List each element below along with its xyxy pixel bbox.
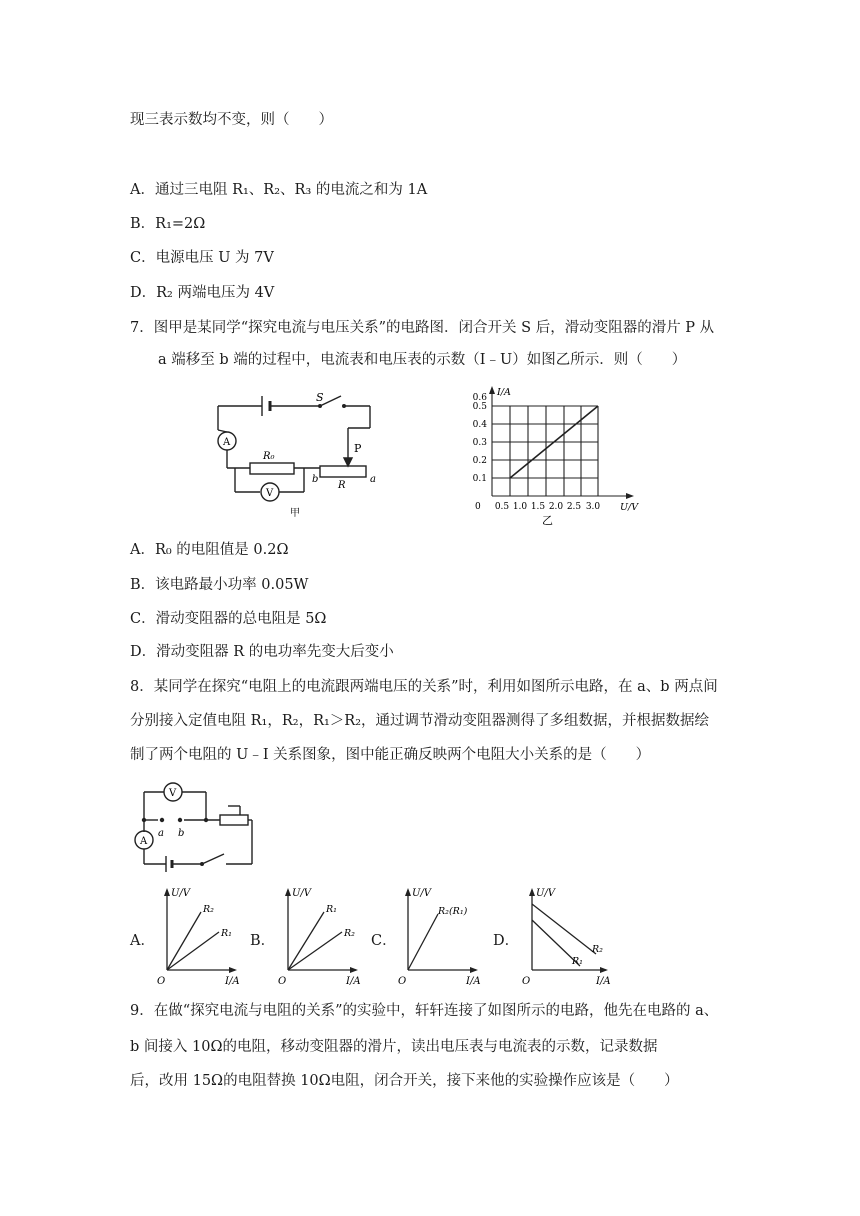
- q6-option-c: C．电源电压 U 为 7V: [130, 250, 274, 266]
- q7-xtick: 1.0: [512, 502, 528, 512]
- q8-graph-d-xlabel: I/A: [596, 976, 611, 987]
- q7-b-label: b: [312, 474, 319, 485]
- q7-xtick: 2.5: [566, 502, 582, 512]
- q9-stem-line3: 后，改用 15Ω的电阻替换 10Ω电阻，闭合开关，接下来他的实验操作应该是（ ）: [130, 1073, 679, 1089]
- q8-graph-c-line-label: R₂(R₁): [438, 906, 468, 917]
- q8-option-b-letter: B．: [250, 933, 276, 949]
- q8-graph-d-ylabel: U/V: [536, 888, 556, 899]
- q7-ytick: 0.3: [472, 438, 487, 448]
- q7-iu-graph: [462, 386, 652, 528]
- q8-graph-a-line1-label: R₂: [203, 904, 214, 915]
- q7-voltmeter-letter: V: [266, 488, 274, 499]
- q7-circuit-caption: 甲: [290, 508, 300, 519]
- q7-xtick: 2.0: [548, 502, 564, 512]
- q8-voltmeter-letter: V: [169, 788, 177, 799]
- q7-graph-caption: 乙: [542, 514, 553, 527]
- q8-b-label: b: [178, 828, 185, 839]
- q7-ytick: 0.1: [472, 474, 487, 484]
- q8-graph-c-origin: O: [398, 976, 407, 987]
- q7-graph-ylabel: I/A: [497, 387, 511, 398]
- q7-xtick: 1.5: [530, 502, 546, 512]
- q8-graph-a-origin: O: [157, 976, 166, 987]
- q7-ytick: 0.4: [472, 420, 487, 430]
- q8-graph-b-ylabel: U/V: [292, 888, 312, 899]
- q8-option-a-letter: A．: [130, 933, 155, 949]
- q8-graph-b-line2-label: R₂: [344, 928, 355, 939]
- q7-option-a: A．R₀ 的电阻值是 0.2Ω: [130, 542, 289, 558]
- q7-ytick: 0.5: [472, 402, 487, 412]
- q8-graph-c-ylabel: U/V: [412, 888, 432, 899]
- q8-graph-b: [276, 884, 368, 988]
- q7-option-d: D．滑动变阻器 R 的电功率先变大后变小: [130, 644, 394, 660]
- q8-option-c-letter: C．: [371, 933, 397, 949]
- q8-graph-d-line1-label: R₂: [592, 944, 603, 955]
- q7-r0-label: R₀: [263, 451, 275, 462]
- q7-xtick: 0.5: [494, 502, 510, 512]
- q9-stem-line2: b 间接入 10Ω的电阻，移动变阻器的滑片，读出电压表与电流表的示数，记录数据: [130, 1039, 658, 1055]
- q7-stem-line2: a 端移至 b 端的过程中，电流表和电压表的示数（I﹣U）如图乙所示．则（ ）: [158, 352, 687, 368]
- q7-graph-xlabel: U/V: [620, 502, 639, 513]
- q6-option-b: B．R₁=2Ω: [130, 216, 206, 232]
- q8-ammeter-letter: A: [140, 836, 148, 847]
- q6-option-d: D．R₂ 两端电压为 4V: [130, 285, 275, 301]
- q8-circuit-diagram: [128, 774, 256, 878]
- q8-graph-c: [396, 884, 488, 988]
- q7-ytick: 0.6: [472, 393, 487, 403]
- q8-stem-line1: 8．某同学在探究“电阻上的电流跟两端电压的关系”时，利用如图所示电路，在 a、b 两点间: [130, 679, 718, 695]
- q8-graph-a-ylabel: U/V: [171, 888, 191, 899]
- q9-stem-line1: 9．在做“探究电流与电阻的关系”的实验中，轩轩连接了如图所示的电路，他先在电路的 a、: [130, 1003, 719, 1019]
- q7-slider-label: P: [354, 442, 362, 455]
- q8-graph-a: [155, 884, 247, 988]
- q8-graph-d-origin: O: [522, 976, 531, 987]
- q6-stem-tail: 现三表示数均不变，则（ ）: [130, 112, 333, 128]
- q7-r-label: R: [338, 480, 346, 491]
- q8-graph-c-xlabel: I/A: [466, 976, 481, 987]
- q8-a-label: a: [158, 828, 164, 839]
- q6-option-a: A．通过三电阻 R₁、R₂、R₃ 的电流之和为 1A: [130, 182, 428, 198]
- q8-option-d-letter: D．: [493, 933, 520, 949]
- q8-graph-d-line2-label: R₁: [572, 956, 583, 967]
- q7-option-c: C．滑动变阻器的总电阻是 5Ω: [130, 611, 327, 627]
- q7-a-label: a: [370, 474, 376, 485]
- q7-graph-origin: 0: [475, 502, 481, 512]
- q7-xtick: 3.0: [585, 502, 601, 512]
- q8-graph-a-line2-label: R₁: [221, 928, 232, 939]
- q8-graph-b-xlabel: I/A: [346, 976, 361, 987]
- q8-stem-line3: 制了两个电阻的 U﹣I 关系图象，图中能正确反映两个电阻大小关系的是（ ）: [130, 747, 651, 763]
- q7-stem-line1: 7．图甲是某同学“探究电流与电压关系”的电路图．闭合开关 S 后，滑动变阻器的滑片 P 从: [130, 320, 715, 336]
- q8-graph-a-xlabel: I/A: [225, 976, 240, 987]
- q7-ytick: 0.2: [472, 456, 487, 466]
- q8-graph-b-origin: O: [278, 976, 287, 987]
- q8-stem-line2: 分别接入定值电阻 R₁，R₂，R₁＞R₂，通过调节滑动变阻器测得了多组数据，并根据数据绘: [130, 713, 710, 729]
- q7-ammeter-letter: A: [223, 437, 231, 448]
- q8-graph-d: [520, 884, 620, 988]
- q8-graph-b-line1-label: R₁: [326, 904, 337, 915]
- q7-switch-label: S: [316, 391, 324, 404]
- q7-option-b: B．该电路最小功率 0.05W: [130, 577, 309, 593]
- q7-circuit-diagram: [208, 388, 388, 523]
